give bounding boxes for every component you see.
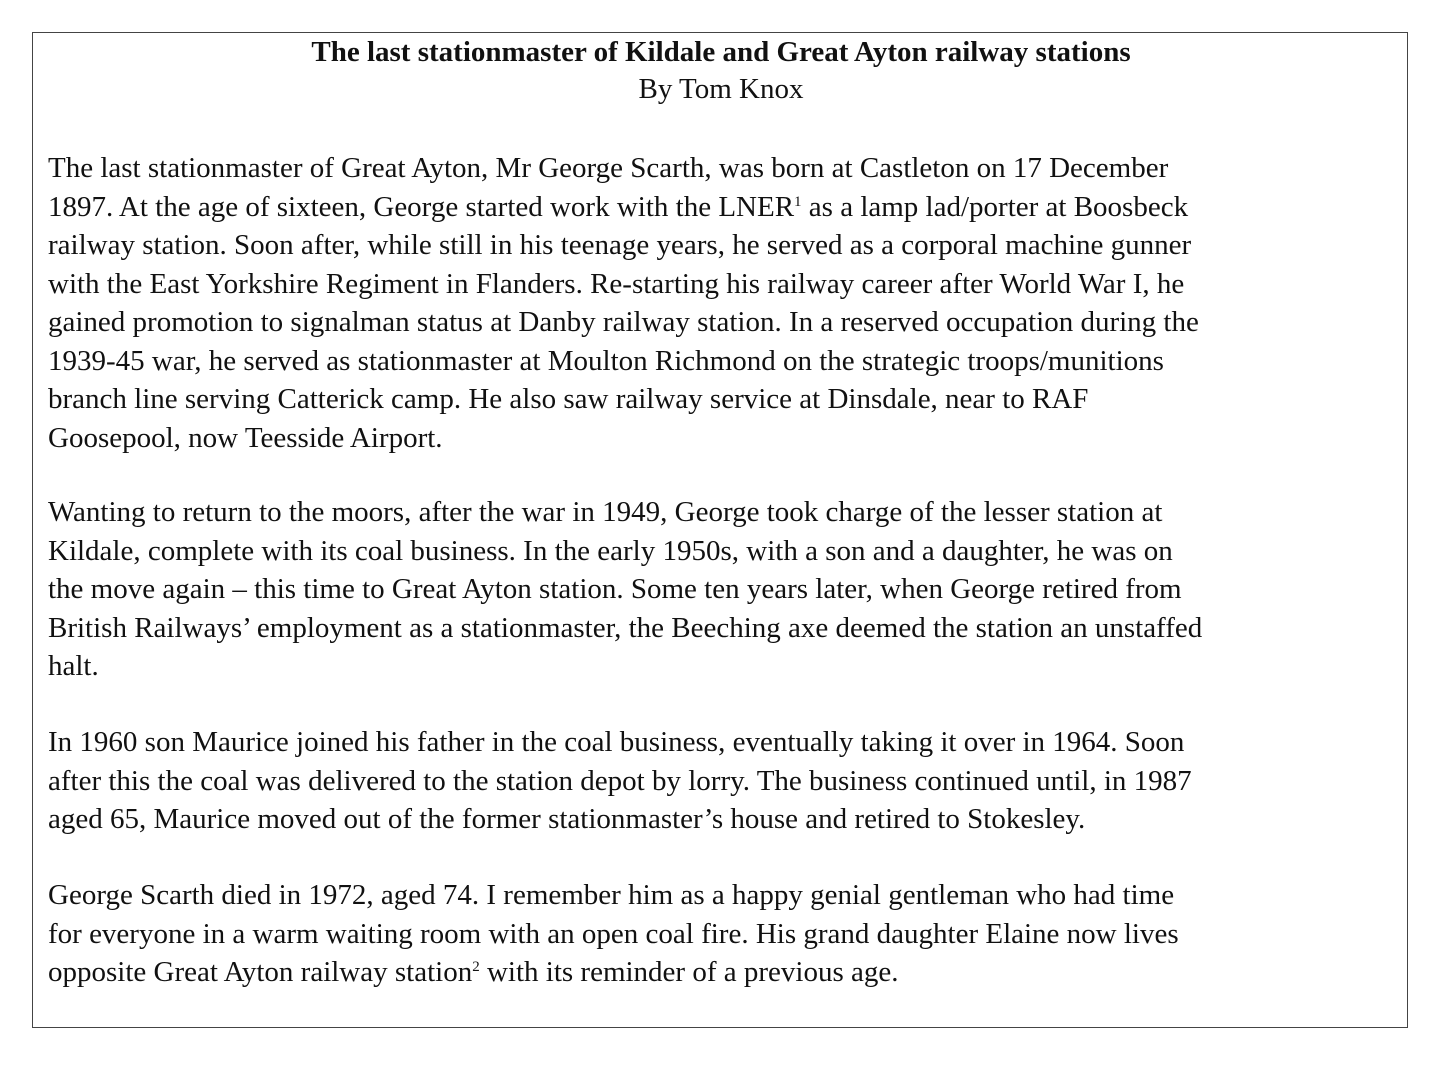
text-line: Wanting to return to the moors, after the war in 1949, George took charge of the lesser station at (48, 496, 1163, 528)
text-line: with the East Yorkshire Regiment in Flanders. Re-starting his railway career after World War I, he (48, 267, 1185, 300)
text-line-end: as a lamp lad/porter at Boosbeck (801, 190, 1189, 223)
text-line: The last stationmaster of Great Ayton, Mr George Scarth, was born at Castleton on 17 December (48, 152, 1169, 184)
text-line-end: with its reminder of a previous age. (479, 956, 899, 988)
footnote-marker-2: 2 (472, 959, 480, 975)
document-title: The last stationmaster of Kildale and Great Ayton railway stations (311, 36, 1131, 68)
text-line: halt. (48, 650, 99, 682)
text-line: the move again – this time to Great Ayton station. Some ten years later, when George retired from (48, 573, 1182, 605)
paragraph-2 (48, 493, 1202, 686)
paragraph-4 (48, 876, 1179, 992)
text-line: for everyone in a warm waiting room with an open coal fire. His grand daughter Elaine now lives (48, 917, 1179, 950)
text-line: George Scarth died in 1972, aged 74. I remember him as a happy genial gentleman who had time (48, 879, 1175, 911)
text-line-start: 1897. At the age of sixteen, George started work with the LNER (48, 190, 795, 223)
paragraph-1 (48, 149, 1199, 457)
text-line-start: opposite Great Ayton railway station (48, 956, 473, 988)
text-line (48, 188, 1199, 227)
text-line: Goosepool, now Teesside Airport. (48, 421, 443, 454)
footnote-marker-1: 1 (794, 193, 802, 210)
text-line (48, 953, 1179, 992)
text-line: after this the coal was delivered to the station depot by lorry. The business continued until, in 1987 (48, 764, 1192, 797)
text-line: 1939-45 war, he served as stationmaster at Moulton Richmond on the strategic troops/munitions (48, 344, 1164, 377)
text-line: British Railways’ employment as a stationmaster, the Beeching axe deemed the station an unstaffed (48, 611, 1203, 644)
text-line: gained promotion to signalman status at Danby railway station. In a reserved occupation during the (48, 306, 1199, 338)
text-line: branch line serving Catterick camp. He also saw railway service at Dinsdale, near to RAF (48, 383, 1089, 415)
text-line: aged 65, Maurice moved out of the former stationmaster’s house and retired to Stokesley. (48, 803, 1086, 835)
text-line: Kildale, complete with its coal business. In the early 1950s, with a son and a daughter, he was on (48, 534, 1173, 567)
text-line: In 1960 son Maurice joined his father in the coal business, eventually taking it over in 1964. Soon (48, 726, 1185, 758)
author-byline: By Tom Knox (638, 73, 804, 105)
paragraph-3 (48, 723, 1192, 839)
text-line: railway station. Soon after, while still in his teenage years, he served as a corporal machine gunner (48, 229, 1192, 261)
